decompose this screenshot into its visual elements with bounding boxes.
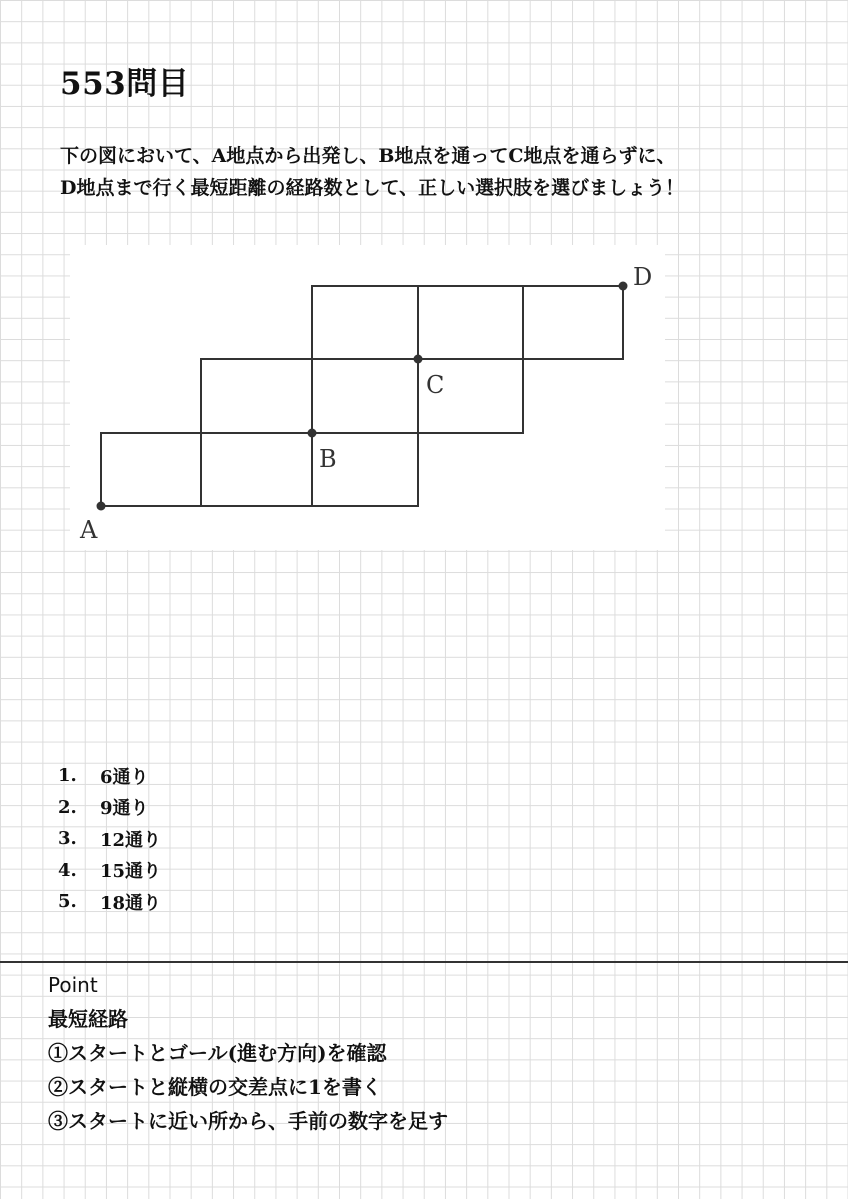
choice-item[interactable] [58,855,161,887]
choice-item[interactable] [58,823,161,855]
question-text [60,140,820,204]
point-a-dot [97,502,106,511]
choice-item[interactable] [58,760,161,792]
choice-number: 1. [58,765,77,787]
point-step-2: ②スタートと縦横の交差点に1を書く [48,1075,382,1099]
grid-outline [101,286,623,506]
question-line-1: 下の図において、A地点から出発し、B地点を通ってC地点を通らずに、 [60,145,676,167]
choice-text: 18通り [100,892,162,914]
point-step-3: ③スタートに近い所から、手前の数字を足す [48,1109,448,1133]
route-grid-svg [70,245,665,550]
point-d-label: D [633,263,653,291]
point-c-dot [414,355,423,364]
problem-title: 553問目 [60,66,190,102]
choice-number: 4. [58,859,77,881]
point-b-label: B [319,445,337,473]
point-a-label: A [80,516,98,544]
point-subheading: 最短経路 [48,1007,128,1031]
answer-choices [58,760,161,918]
point-c-label: C [426,371,445,399]
choice-text: 12通り [100,829,162,851]
choice-number: 2. [58,796,77,818]
question-line-2: D地点まで行く最短距離の経路数として、正しい選択肢を選びましょう！ [60,177,685,199]
choice-number: 5. [58,891,77,913]
point-b-dot [308,429,317,438]
point-step-1: ①スタートとゴール(進む方向)を確認 [48,1041,387,1065]
point-heading: Point [48,973,98,997]
choice-item[interactable] [58,792,161,824]
choice-number: 3. [58,828,77,850]
point-d-dot [619,282,628,291]
choice-text: 6通り [100,766,149,788]
choice-text: 15通り [100,861,162,883]
choice-text: 9通り [100,798,149,820]
point-section [48,968,448,1138]
choice-item[interactable] [58,886,161,918]
section-divider [0,961,848,963]
route-grid-figure [70,245,665,550]
